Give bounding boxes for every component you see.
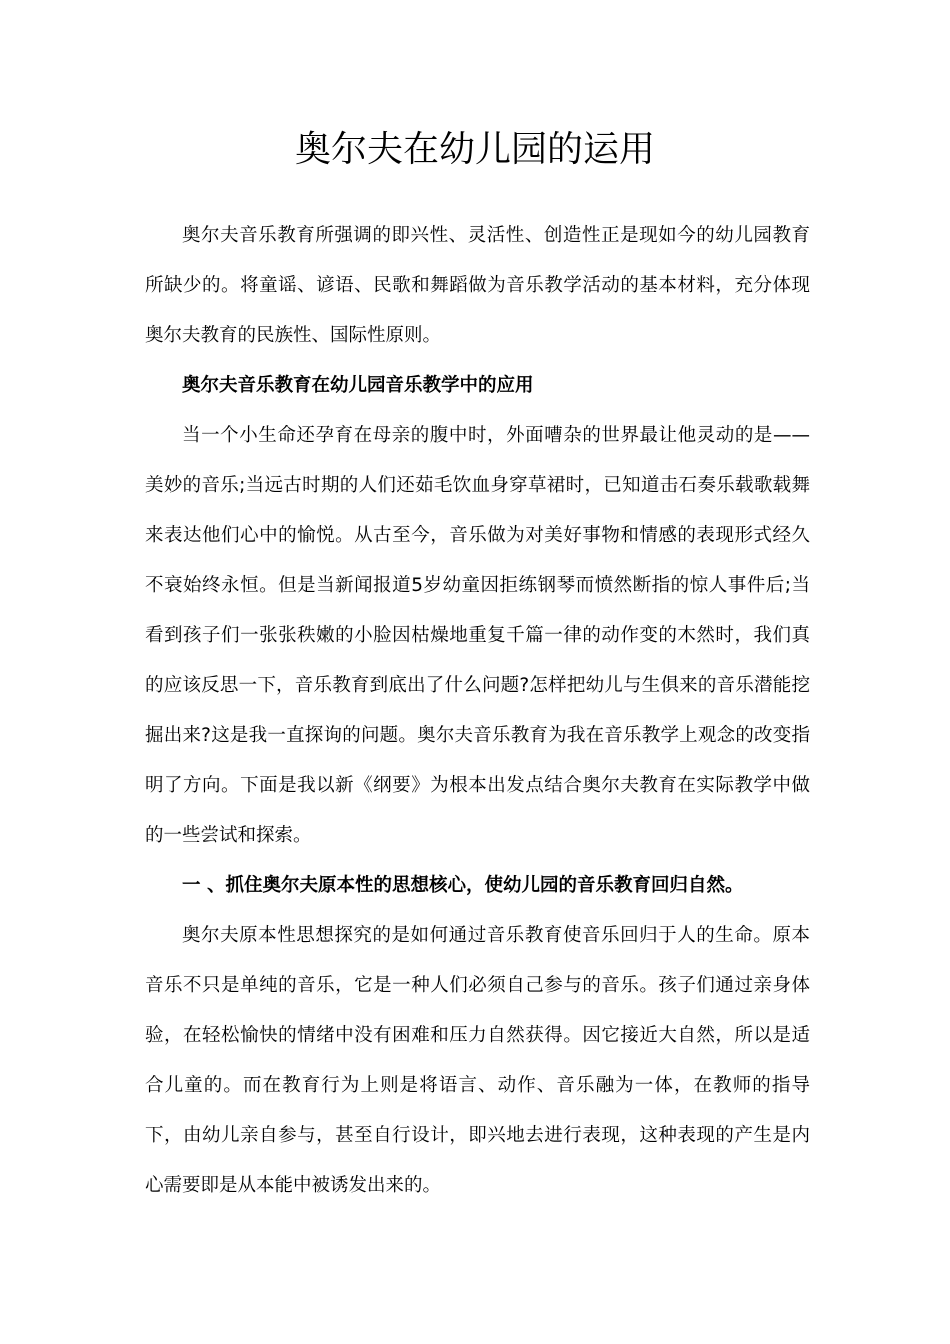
section-heading: 奥尔夫音乐教育在幼儿园音乐教学中的应用 — [182, 375, 534, 396]
intro-paragraph: 奥尔夫音乐教育所强调的即兴性、灵活性、创造性正是现如今的幼儿园教育所缺少的。将童谣、谚语、民歌和舞蹈做为音乐教学活动的基本材料，充分体现奥尔夫教育的民族性、国际性原则。 — [145, 225, 810, 346]
point-one-body-paragraph: 奥尔夫原本性思想探究的是如何通过音乐教育使音乐回归于人的生命。原本音乐不只是单纯的音乐，它是一种人们必须自己参与的音乐。孩子们通过亲身体验，在轻松愉快的情绪中没有困难和压力自然获得。因它接近大自然，所以是适合儿童的。而在教育行为上则是将语言、动作、音乐融为一体，在教师的指导下，由幼儿亲自参与，甚至自行设计，即兴地去进行表现，这种表现的产生是内心需要即是从本能中被诱发出来的。 — [145, 925, 810, 1196]
section-body-paragraph: 当一个小生命还孕育在母亲的腹中时，外面嘈杂的世界最让他灵动的是——美妙的音乐;当远古时期的人们还茹毛饮血身穿草裙时，已知道击石奏乐载歌载舞来表达他们心中的愉悦。从古至今，音乐做为对美好事物和情感的表现形式经久不衰始终永恒。但是当新闻报道5岁幼童因拒练钢琴而愤然断指的惊人事件后;当看到孩子们一张张秩嫩的小脸因枯燥地重复千篇一律的动作变的木然时，我们真的应该反思一下，音乐教育到底出了什么问题?怎样把幼儿与生俱来的音乐潜能挖掘出来?这是我一直探询的问题。奥尔夫音乐教育为我在音乐教学上观念的改变指明了方向。下面是我以新《纲要》为根本出发点结合奥尔夫教育在实际教学中做的一些尝试和探索。 — [145, 425, 810, 846]
point-one-heading: 一 、抓住奥尔夫原本性的思想核心，使幼儿园的音乐教育回归自然。 — [182, 875, 744, 896]
document-title: 奥尔夫在幼儿园的运用 — [294, 129, 655, 170]
